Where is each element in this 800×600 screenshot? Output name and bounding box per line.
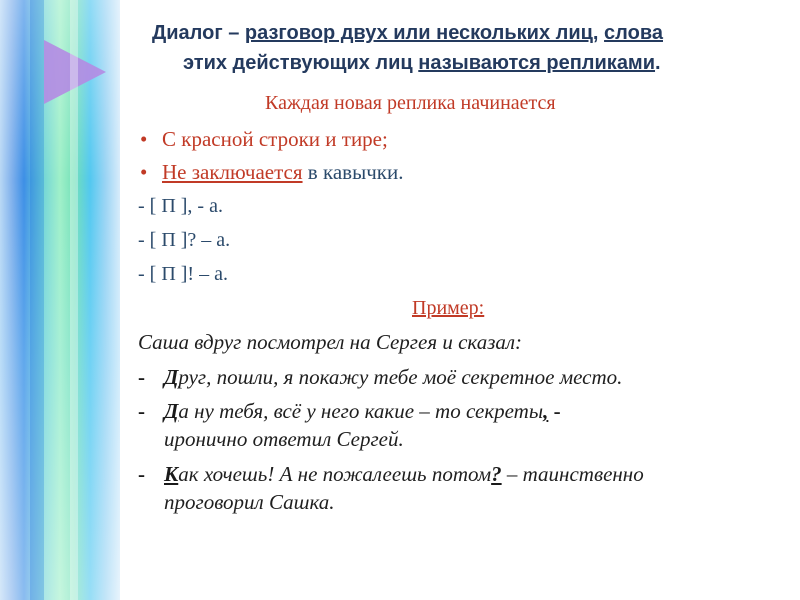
dialogue-first-letter: Д xyxy=(164,365,179,389)
bullet-1 xyxy=(140,127,388,152)
dialogue-dash: - xyxy=(138,399,145,423)
scheme-3: - [ П ]! – а. xyxy=(138,263,228,285)
dialogue-text: руг, пошли, я покажу тебе моё секретное место. xyxy=(178,365,623,389)
dialogue-line-1 xyxy=(138,365,622,390)
bullet-2 xyxy=(140,160,403,185)
dialogue-punctuation-mark: ? xyxy=(491,462,502,486)
dialogue-first-letter: К xyxy=(164,462,179,486)
title-line-2 xyxy=(183,52,661,75)
title-words-link: слова xyxy=(604,22,663,44)
bullet-2-rest: в кавычки. xyxy=(302,160,404,184)
title-separator: , xyxy=(592,22,605,44)
title-line-1 xyxy=(152,22,663,45)
dialogue-punctuation-mark: , xyxy=(543,399,549,423)
scheme-2: - [ П ]? – а. xyxy=(138,229,231,251)
bullet-1-text: С красной строки и тире; xyxy=(162,127,388,151)
dialogue-line-3-cont: проговорил Сашка. xyxy=(164,490,335,514)
scheme-1: - [ П ], - а. xyxy=(138,195,223,217)
dialogue-text: ак хочешь! А не пожалеешь потом xyxy=(178,462,492,486)
dialogue-line-2-cont: иронично ответил Сергей. xyxy=(164,427,404,451)
dialogue-dash: - xyxy=(138,365,145,389)
bullet-2-underlined: Не заключается xyxy=(162,160,303,184)
title-line-2-text: этих действующих лиц xyxy=(183,52,419,74)
bullet-dot-icon: • xyxy=(140,127,148,151)
subtitle: Каждая новая реплика начинается xyxy=(265,92,556,114)
dialogue-tail: – таинственно xyxy=(501,462,644,486)
title-definition-link: разговор двух или нескольких лиц xyxy=(244,22,593,44)
title-replicas-link: называются репликами xyxy=(418,52,656,74)
dialogue-dash: - xyxy=(138,462,145,486)
dialogue-tail: - xyxy=(548,399,561,423)
dialogue-line-3 xyxy=(138,462,644,487)
example-heading: Пример: xyxy=(412,297,485,319)
dialogue-line-2 xyxy=(138,399,561,424)
title-term: Диалог – xyxy=(152,22,245,44)
example-intro: Саша вдруг посмотрел на Сергея и сказал: xyxy=(138,330,523,354)
bullet-dot-icon: • xyxy=(140,160,148,184)
dialogue-text: а ну тебя, всё у него какие – то секреты xyxy=(178,399,544,423)
dialogue-first-letter: Д xyxy=(164,399,179,423)
title-period: . xyxy=(655,52,661,74)
